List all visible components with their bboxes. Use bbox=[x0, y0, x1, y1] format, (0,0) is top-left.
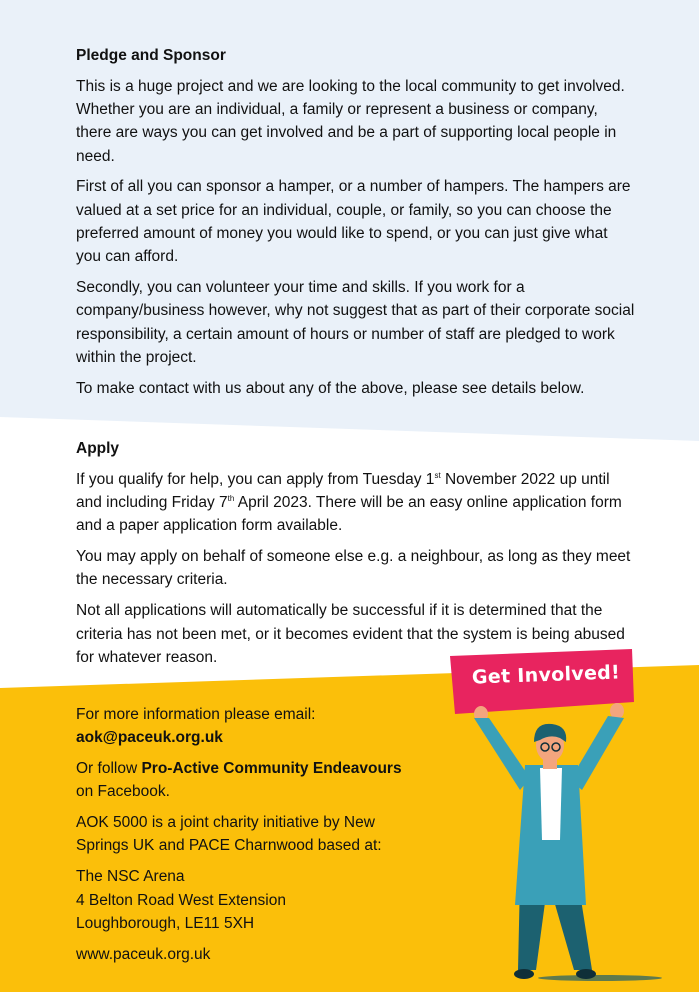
address-line-3: Loughborough, LE11 5XH bbox=[76, 914, 255, 932]
email-link[interactable]: aok@paceuk.org.uk bbox=[76, 729, 223, 747]
apply-paragraph-2: You may apply on behalf of someone else e.g. a neighbour, as long as they meet the necessary criteria. bbox=[76, 548, 631, 589]
left-sleeve bbox=[474, 718, 530, 790]
apply-p1-part-a: If you qualify for help, you can apply from Tuesday 1 bbox=[76, 470, 435, 488]
ordinal-suffix: st bbox=[434, 470, 441, 480]
facebook-block bbox=[76, 757, 446, 804]
email-intro: For more information please email: bbox=[76, 706, 316, 723]
left-shoe bbox=[514, 969, 534, 979]
apply-paragraph-1 bbox=[76, 468, 636, 538]
ground-shadow bbox=[538, 975, 662, 981]
initiative-text: AOK 5000 is a joint charity initiative by New Springs UK and PACE Charnwood based at: bbox=[76, 814, 382, 855]
follow-prefix: Or follow bbox=[76, 760, 142, 778]
follow-suffix: on Facebook. bbox=[76, 783, 170, 801]
right-shoe bbox=[576, 969, 596, 979]
get-involved-sign-text: Get Involved! bbox=[471, 661, 621, 689]
apply-p1-part-c: April 2023. There will be an easy online application form and a paper application form available. bbox=[76, 494, 622, 535]
pledge-paragraph-3: Secondly, you can volunteer your time and skills. If you work for a company/business however, why not suggest that as part of their corporate social responsibility, a certain amount of hours or number of staff are pledged to work within the project. bbox=[76, 279, 635, 367]
address-block bbox=[76, 865, 446, 935]
pledge-paragraph-2: First of all you can sponsor a hamper, or a number of hampers. The hampers are valued at a set price for an individual, couple, or family, so you can choose the preferred amount of money you would like to spend, or you can just give what you can afford. bbox=[76, 178, 631, 266]
pledge-paragraph-4: To make contact with us about any of the above, please see details below. bbox=[76, 379, 585, 397]
apply-p1-part-b: November 2022 up until and including Friday 7 bbox=[76, 470, 610, 512]
ordinal-suffix: th bbox=[227, 493, 235, 503]
website-link[interactable]: www.paceuk.org.uk bbox=[76, 945, 211, 963]
contact-section bbox=[76, 703, 446, 973]
pledge-paragraph-1: This is a huge project and we are looking to the local community to get involved. Whether you are an individual, a family or represent a business or company, there are ways you can get involved and be a part of supporting local people in need. bbox=[76, 77, 625, 165]
email-block bbox=[76, 703, 446, 750]
person-holding-sign-illustration bbox=[440, 645, 699, 992]
address-line-2: 4 Belton Road West Extension bbox=[76, 891, 286, 909]
address-line-1: The NSC Arena bbox=[76, 868, 185, 886]
pledge-section bbox=[76, 44, 636, 408]
facebook-page-name: Pro-Active Community Endeavours bbox=[141, 760, 402, 778]
apply-heading: Apply bbox=[76, 440, 120, 457]
pledge-heading: Pledge and Sponsor bbox=[76, 47, 226, 64]
shirt bbox=[540, 768, 562, 840]
apply-section bbox=[76, 437, 636, 677]
apply-paragraph-3: Not all applications will automatically be successful if it is determined that the criteria has not been met, or it becomes evident that the system is being abused for whatever reason. bbox=[76, 602, 625, 666]
